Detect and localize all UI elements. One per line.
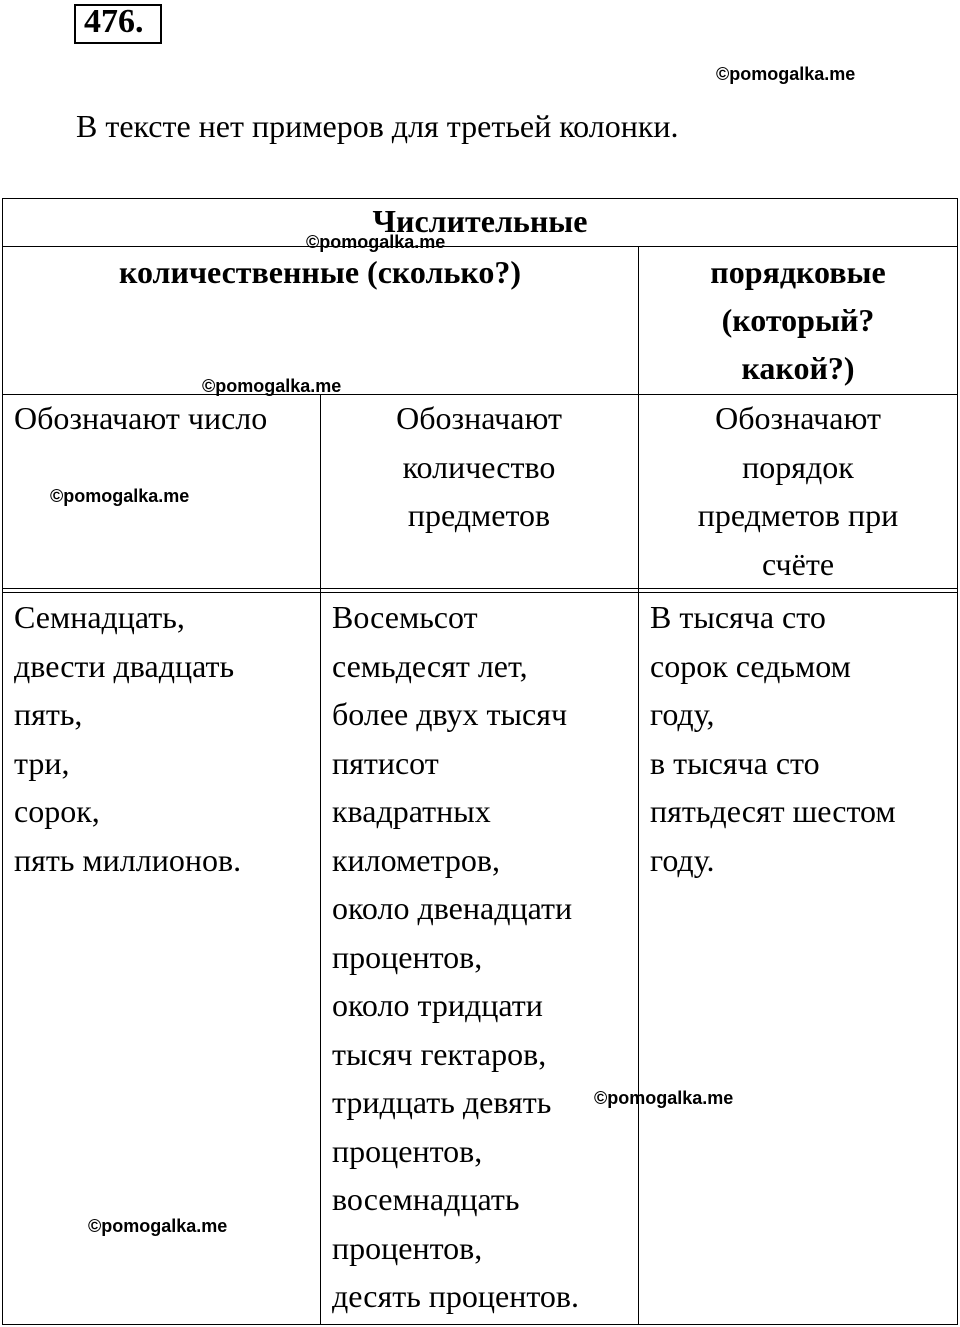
- text-line: Обозначают: [396, 400, 562, 436]
- definition-col3: [638, 394, 958, 588]
- text-line: восемнадцать: [332, 1181, 520, 1217]
- text-line: процентов,: [332, 1229, 483, 1266]
- text-line: сорок седьмом: [650, 647, 851, 684]
- watermark: ©pomogalka.me: [306, 232, 446, 252]
- examples-col2: [332, 593, 636, 1321]
- text-line: квадратных: [332, 793, 491, 829]
- watermark: ©pomogalka.me: [716, 64, 856, 84]
- table-border-left: [2, 198, 3, 1325]
- examples-col1: [14, 593, 318, 884]
- table-rule: [2, 246, 958, 247]
- text-line: в тысяча сто: [650, 744, 820, 781]
- text-line: процентов,: [332, 938, 483, 975]
- table-border-bottom: [2, 1324, 958, 1325]
- column-header-ordinal: [638, 248, 958, 392]
- exercise-number: 476.: [84, 3, 144, 40]
- table-header: Числительные: [372, 203, 588, 239]
- text-line: три,: [14, 744, 70, 781]
- text-line: пять,: [14, 696, 83, 732]
- watermark: ©pomogalka.me: [594, 1088, 734, 1108]
- text-line: тридцать девять: [332, 1084, 552, 1120]
- text-line: порядковые: [710, 254, 886, 290]
- text-line: пятьдесят шестом: [650, 793, 896, 829]
- text-line: Обозначают: [715, 400, 881, 436]
- column-header-quantitative: количественные (сколько?): [118, 254, 522, 290]
- text-line: около двенадцати: [332, 890, 573, 926]
- text-line: счёте: [761, 545, 835, 582]
- text-line: Семнадцать,: [14, 599, 185, 635]
- text-line: семьдесят лет,: [332, 647, 528, 684]
- text-line: около тридцати: [332, 987, 543, 1023]
- text-line: двести двадцать: [14, 647, 235, 684]
- text-line: порядок: [742, 448, 854, 485]
- text-line: сорок,: [14, 793, 100, 829]
- examples-col3: [650, 593, 956, 884]
- text-line: более двух тысяч: [332, 696, 568, 732]
- text-line: километров,: [332, 841, 500, 878]
- text-line: году.: [650, 841, 715, 878]
- table-rule: [2, 588, 958, 589]
- text-line: какой?): [741, 350, 855, 386]
- text-line: количество: [402, 448, 556, 485]
- definition-col1: [14, 394, 318, 443]
- text-line: пятисот: [332, 744, 439, 781]
- watermark: ©pomogalka.me: [50, 486, 190, 506]
- watermark: ©pomogalka.me: [88, 1216, 228, 1236]
- text-line: предметов при: [697, 497, 899, 533]
- text-line: Восемьсот: [332, 599, 478, 635]
- text-line: предметов: [407, 497, 551, 533]
- text-line: процентов,: [332, 1132, 483, 1169]
- text-line: (который?: [721, 302, 875, 338]
- text-line: году,: [650, 696, 715, 732]
- watermark: ©pomogalka.me: [202, 376, 342, 396]
- text-line: В тысяча сто: [650, 599, 826, 635]
- text-line: десять процентов.: [332, 1278, 580, 1314]
- text-line: пять миллионов.: [14, 841, 242, 878]
- text-line: Обозначают число: [14, 400, 268, 436]
- text-line: тысяч гектаров,: [332, 1035, 547, 1072]
- intro-text: В тексте нет примеров для третьей колонки.: [76, 108, 679, 144]
- definition-col2: [320, 394, 638, 540]
